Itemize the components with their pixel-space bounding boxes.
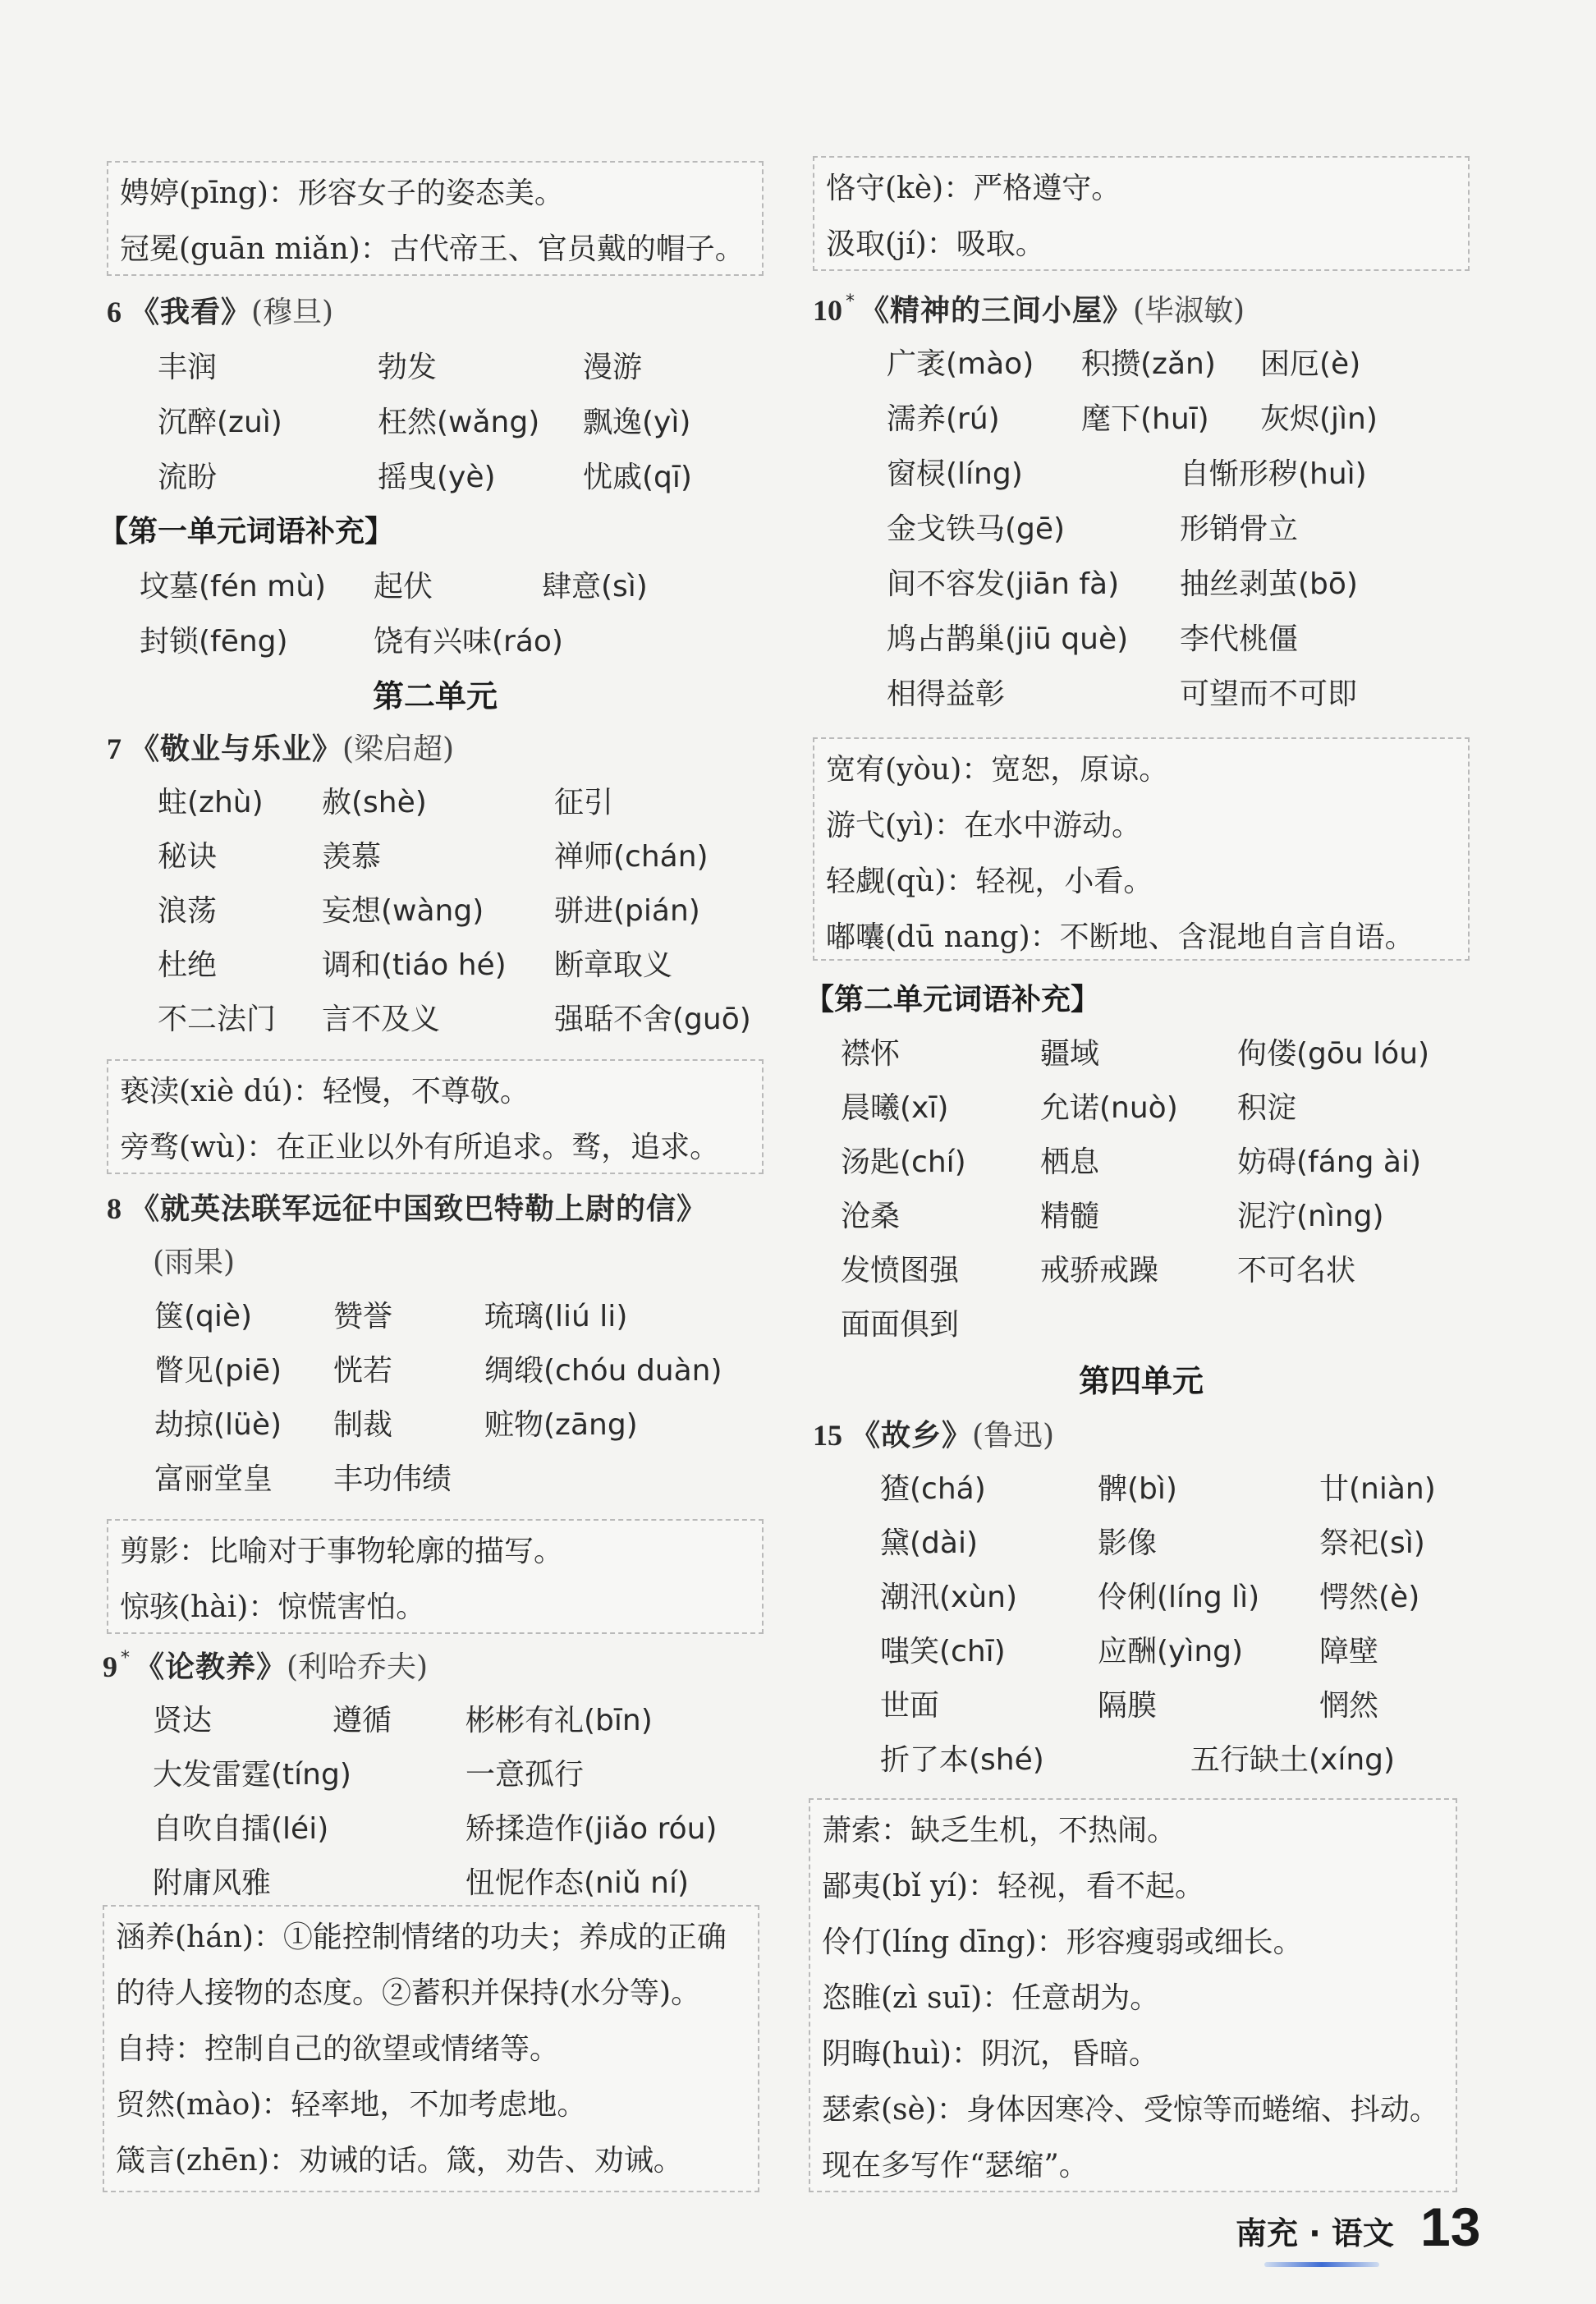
vocab-word: 窗棂(líng): [887, 457, 1023, 491]
vocab-word: 潮汛(xùn): [880, 1581, 1018, 1614]
lesson-title: 《精神的三间小屋》: [860, 294, 1134, 328]
vocab-word: 绸缎(chóu duàn): [484, 1354, 722, 1388]
lesson-number: 15: [813, 1419, 842, 1452]
vocab-word: 沧桑: [841, 1200, 901, 1233]
vocab-word: 赦(shè): [322, 786, 427, 819]
vocab-word: 忸怩作态(niǔ ní): [466, 1866, 689, 1900]
definition-line: 鄙夷(bǐ yí)：轻视，看不起。: [822, 1870, 1204, 1903]
definition-line: 游弋(yì)：在水中游动。: [826, 809, 1141, 842]
vocab-word: 劫掠(lüè): [154, 1408, 282, 1442]
vocab-word: 漫游: [583, 351, 643, 384]
lesson-title: 《敬业与乐业》: [130, 732, 343, 766]
vocab-word: 灰烬(jìn): [1260, 402, 1378, 436]
definition-line: 现在多写作“瑟缩”。: [822, 2149, 1089, 2182]
definition-box: [103, 1905, 759, 2192]
vocab-word: 自吹自擂(léi): [153, 1812, 329, 1846]
vocab-word: 矫揉造作(jiǎo róu): [466, 1812, 718, 1846]
footer-decoration: [1264, 2262, 1379, 2267]
definition-line: 伶仃(líng dīng)：形容瘦弱或细长。: [822, 1925, 1303, 1959]
vocab-word: 应酬(yìng): [1098, 1635, 1244, 1668]
vocab-word: 瞥见(piē): [154, 1354, 282, 1388]
vocab-word: 骈进(pián): [554, 894, 700, 928]
vocab-word: 困厄(è): [1260, 347, 1361, 381]
vocab-word: 相得益彰: [887, 677, 1006, 711]
vocab-word: 愕然(è): [1319, 1581, 1420, 1614]
lesson-author: (雨果): [153, 1246, 236, 1279]
definition-line: 汲取(jí)：吸取。: [826, 227, 1045, 261]
definition-box: [107, 1059, 764, 1174]
lesson-author: (穆旦): [251, 296, 334, 329]
vocab-word: 一意孤行: [466, 1758, 585, 1792]
vocab-word: 强聒不舍(guō): [554, 1003, 751, 1036]
vocab-word: 不可名状: [1237, 1254, 1356, 1287]
lesson-title: 《论教养》: [135, 1650, 287, 1684]
lesson-heading: [813, 286, 1245, 335]
definition-line: 嘟囔(dū nang)：不断地、含混地自言自语。: [826, 920, 1415, 954]
vocab-word: 断章取义: [554, 948, 673, 982]
vocab-word: 面面俱到: [841, 1308, 960, 1342]
vocab-word: 伶俐(líng lì): [1098, 1581, 1260, 1614]
vocab-word: 障壁: [1319, 1635, 1379, 1668]
vocab-word: 赃物(zāng): [484, 1408, 638, 1442]
definition-line: 萧索：缺乏生机，不热闹。: [822, 1814, 1177, 1847]
vocab-word: 惘然: [1319, 1689, 1379, 1723]
vocab-word: 折了本(shé): [880, 1743, 1044, 1777]
section-heading: 【第一单元词语补充】: [99, 515, 395, 548]
lesson-title: 《我看》: [130, 296, 252, 329]
lesson-heading: [107, 287, 333, 337]
vocab-word: 晨曦(xī): [841, 1091, 949, 1125]
vocab-word: 赞誉: [333, 1300, 393, 1333]
definition-line: 轻觑(qù)：轻视，小看。: [826, 865, 1153, 898]
unit-title: 第二单元: [372, 678, 498, 714]
vocab-word: 抽丝剥茧(bō): [1180, 567, 1358, 601]
vocab-word: 征引: [554, 786, 614, 819]
vocab-word: 坟墓(fén mù): [140, 570, 327, 604]
footer-course-label: 南充 · 语文: [1236, 2215, 1394, 2251]
definition-line: 瑟索(sè)：身体因寒冷、受惊等而蜷缩、抖动。: [822, 2093, 1439, 2127]
vocab-word: 积淀: [1237, 1091, 1297, 1125]
vocab-word: 忧戚(qī): [583, 461, 692, 494]
vocab-word: 摇曳(yè): [378, 461, 496, 494]
definition-box: [107, 161, 764, 276]
vocab-word: 飘逸(yì): [583, 406, 691, 439]
vocab-word: 沉醉(zuì): [158, 406, 282, 439]
lesson-author: (鲁迅): [972, 1419, 1055, 1453]
lesson-number: 9: [103, 1650, 117, 1683]
vocab-word: 起伏: [374, 570, 433, 604]
definition-line: 恪守(kè)：严格遵守。: [826, 172, 1121, 205]
unit-title: 第四单元: [1078, 1363, 1204, 1399]
vocab-word: 猹(chá): [880, 1472, 986, 1506]
vocab-word: 鸠占鹊巢(jiū què): [887, 622, 1129, 656]
vocab-word: 形销骨立: [1180, 512, 1299, 546]
vocab-word: 五行缺土(xíng): [1190, 1743, 1396, 1777]
vocab-word: 可望而不可即: [1180, 677, 1358, 711]
vocab-word: 言不及义: [322, 1003, 441, 1036]
vocab-word: 妨碍(fáng ài): [1237, 1145, 1421, 1179]
vocab-word: 栖息: [1040, 1145, 1100, 1179]
vocab-word: 祭祀(sì): [1319, 1526, 1425, 1560]
vocab-word: 麾下(huī): [1081, 402, 1209, 436]
vocab-word: 世面: [880, 1689, 940, 1723]
vocab-word: 丰功伟绩: [333, 1462, 452, 1496]
lesson-heading: [107, 1184, 707, 1233]
vocab-word: 彬彬有礼(bīn): [466, 1704, 653, 1737]
definition-line: 宽宥(yòu)：宽恕，原谅。: [826, 753, 1169, 787]
lesson-author: (毕淑敏): [1133, 294, 1245, 328]
definition-box: [809, 1798, 1457, 2192]
vocab-word: 精髓: [1040, 1200, 1100, 1233]
vocab-word: 黛(dài): [880, 1526, 979, 1560]
definition-line: 惊骇(hài)：惊慌害怕。: [120, 1590, 426, 1624]
vocab-word: 封锁(fēng): [140, 625, 288, 659]
vocab-word: 恍若: [333, 1354, 393, 1388]
vocab-word: 廿(niàn): [1319, 1472, 1436, 1506]
definition-line: 贸然(mào)：轻率地，不加考虑地。: [116, 2088, 587, 2122]
definition-line: 的待人接物的态度。②蓄积并保持(水分等)。: [116, 1976, 701, 2010]
vocab-word: 制裁: [333, 1408, 393, 1442]
vocab-word: 大发雷霆(tíng): [153, 1758, 351, 1792]
lesson-number: 7: [107, 732, 122, 765]
definition-box: [813, 737, 1470, 961]
vocab-word: 禅师(chán): [554, 840, 709, 874]
vocab-word: 遵循: [332, 1704, 392, 1737]
vocab-word: 积攒(zǎn): [1081, 347, 1216, 381]
vocab-word: 贤达: [153, 1704, 213, 1737]
vocab-word: 琉璃(liú li): [484, 1300, 628, 1333]
vocab-word: 泥泞(nìng): [1237, 1200, 1384, 1233]
vocab-word: 饶有兴味(ráo): [374, 625, 563, 659]
vocab-word: 箧(qiè): [154, 1300, 253, 1333]
vocab-word: 影像: [1098, 1526, 1158, 1560]
lesson-heading: [103, 1642, 428, 1691]
definition-line: 剪影：比喻对于事物轮廓的描写。: [120, 1535, 564, 1568]
vocab-word: 富丽堂皇: [154, 1462, 273, 1496]
vocab-word: 广袤(mào): [887, 347, 1034, 381]
lesson-number: 6: [107, 296, 122, 328]
vocab-word: 附庸风雅: [153, 1866, 272, 1900]
vocab-word: 金戈铁马(gē): [887, 512, 1066, 546]
lesson-heading: [813, 1411, 1054, 1460]
vocab-word: 丰润: [158, 351, 218, 384]
definition-box: [107, 1519, 764, 1634]
vocab-word: 允诺(nuò): [1040, 1091, 1178, 1125]
vocab-word: 调和(tiáo hé): [322, 948, 507, 982]
vocab-word: 佝偻(gōu lóu): [1237, 1037, 1430, 1071]
vocab-word: 戒骄戒躁: [1040, 1254, 1159, 1287]
vocab-word: 羡慕: [322, 840, 382, 874]
vocab-word: 李代桃僵: [1180, 622, 1299, 656]
vocab-word: 流盼: [158, 461, 218, 494]
lesson-author: (利哈乔夫): [287, 1650, 429, 1684]
lesson-number: 8: [107, 1192, 122, 1225]
vocab-word: 枉然(wǎng): [378, 406, 540, 439]
definition-line: 阴晦(huì)：阴沉，昏暗。: [822, 2037, 1158, 2071]
vocab-word: 濡养(rú): [887, 402, 1000, 436]
vocab-word: 肆意(sì): [542, 570, 648, 604]
lesson-author: (梁启超): [342, 732, 455, 766]
vocab-word: 髀(bì): [1098, 1472, 1177, 1506]
definition-line: 冠冕(guān miǎn)：古代帝王、官员戴的帽子。: [120, 232, 745, 266]
vocab-word: 发愤图强: [841, 1254, 960, 1287]
vocab-word: 杜绝: [158, 948, 218, 982]
definition-line: 涵养(hán)：①能控制情绪的功夫；养成的正确: [116, 1921, 727, 1954]
vocab-word: 襟怀: [841, 1037, 901, 1071]
optional-marker: *: [121, 1648, 130, 1668]
vocab-word: 妄想(wàng): [322, 894, 484, 928]
lesson-number: 10: [813, 294, 842, 327]
definition-line: 恣睢(zì suī)：任意胡为。: [822, 1981, 1160, 2015]
definition-line: 亵渎(xiè dú)：轻慢，不尊敬。: [120, 1075, 530, 1108]
definition-line: 自持：控制自己的欲望或情绪等。: [116, 2032, 560, 2066]
definition-line: 箴言(zhēn)：劝诫的话。箴，劝告、劝诫。: [116, 2144, 683, 2178]
vocab-word: 嗤笑(chī): [880, 1635, 1006, 1668]
vocab-word: 汤匙(chí): [841, 1145, 966, 1179]
vocab-word: 隔膜: [1098, 1689, 1158, 1723]
definition-line: 娉婷(pīng)：形容女子的姿态美。: [120, 177, 564, 210]
vocab-word: 疆域: [1040, 1037, 1100, 1071]
lesson-title: 《故乡》: [851, 1419, 973, 1453]
lesson-title: 《就英法联军远征中国致巴特勒上尉的信》: [130, 1192, 708, 1226]
definition-line: 旁骛(wù)：在正业以外有所追求。骛，追求。: [120, 1131, 720, 1164]
vocab-word: 勃发: [378, 351, 438, 384]
vocab-word: 不二法门: [158, 1003, 277, 1036]
vocab-word: 浪荡: [158, 894, 218, 928]
vocab-word: 秘诀: [158, 840, 218, 874]
vocab-word: 蛀(zhù): [158, 786, 264, 819]
section-heading: 【第二单元词语补充】: [805, 983, 1101, 1017]
optional-marker: *: [846, 291, 855, 312]
page-number: 13: [1420, 2196, 1481, 2257]
vocab-word: 自惭形秽(huì): [1180, 457, 1367, 491]
definition-box: [813, 156, 1470, 271]
vocab-word: 间不容发(jiān fà): [887, 567, 1120, 601]
lesson-heading: [107, 724, 454, 773]
